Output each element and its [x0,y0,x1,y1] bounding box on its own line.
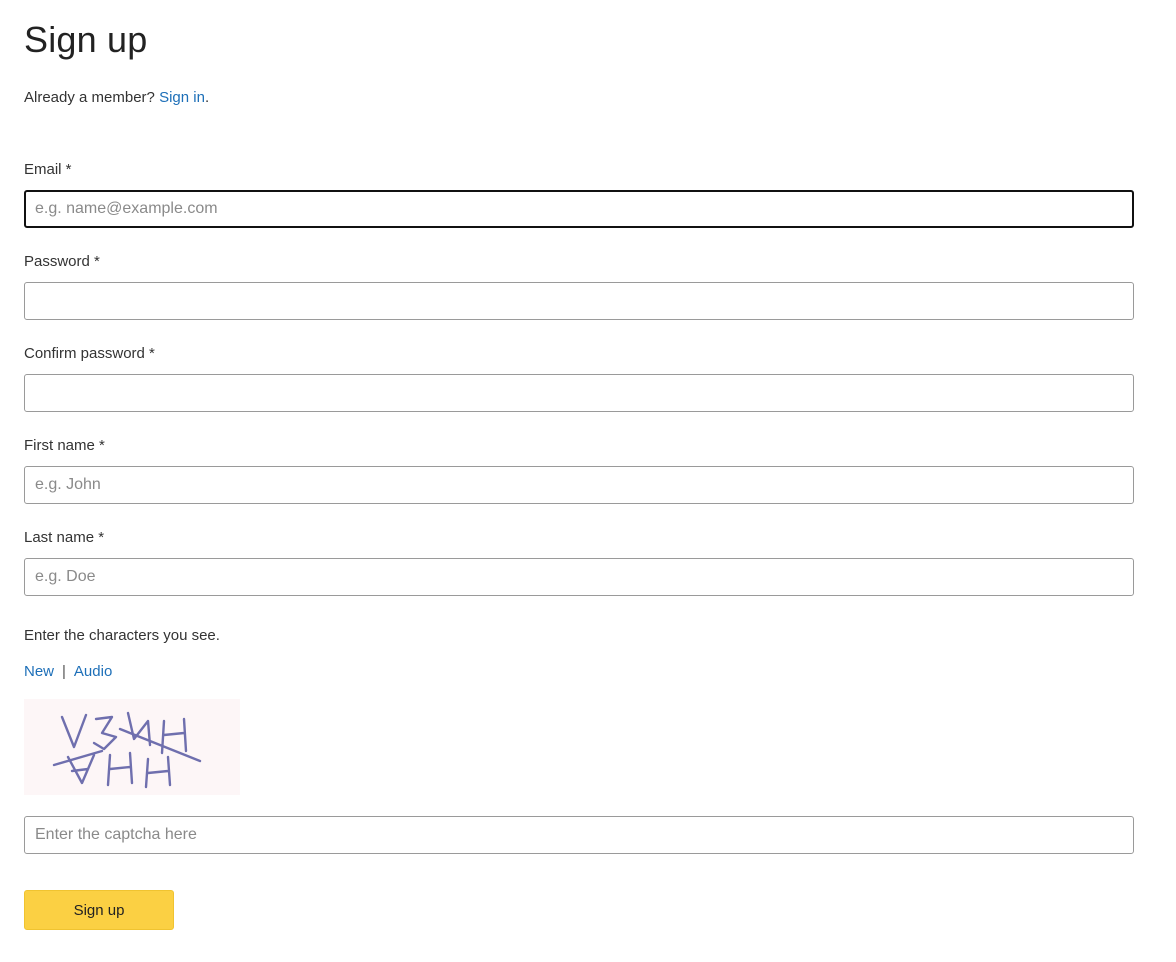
label-email: Email * [24,161,72,178]
signup-button[interactable]: Sign up [24,890,174,930]
captcha-audio-link[interactable]: Audio [73,663,113,680]
field-confirm-password [24,344,1152,412]
captcha-links [24,662,1152,682]
captcha-links-separator: | [62,663,66,680]
captcha-instruction: Enter the characters you see. [24,627,220,644]
submit-row [24,890,1152,930]
captcha-section [24,626,1152,854]
email-input[interactable] [24,190,1134,228]
confirm-password-input[interactable] [24,374,1134,412]
first-name-input[interactable] [24,466,1134,504]
last-name-input[interactable] [24,558,1134,596]
captcha-image [24,699,240,795]
label-password: Password * [24,253,100,270]
field-last-name [24,528,1152,596]
already-member-line [24,88,1152,108]
sign-in-link[interactable]: Sign in [159,89,205,106]
already-member-period: . [204,89,210,106]
page-title: Sign up [24,19,148,60]
field-email [24,160,1152,228]
captcha-new-link[interactable]: New [24,663,55,680]
signup-form [24,160,1152,930]
field-password [24,252,1152,320]
label-first-name: First name * [24,437,105,454]
password-input[interactable] [24,282,1134,320]
already-member-text: Already a member? [24,89,155,106]
field-first-name [24,436,1152,504]
label-confirm-password: Confirm password * [24,345,155,362]
captcha-input[interactable] [24,816,1134,854]
label-last-name: Last name * [24,529,105,546]
